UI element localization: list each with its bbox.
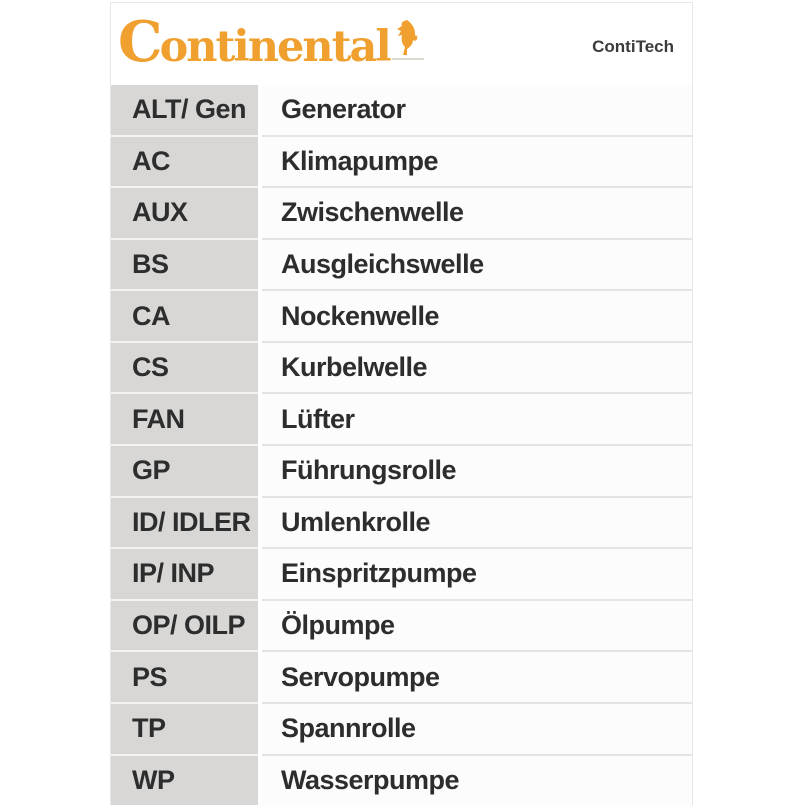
abbr-cell: ID/ IDLER xyxy=(111,498,258,550)
table-row xyxy=(111,498,692,550)
term-cell: Umlenkrolle xyxy=(262,498,692,550)
contitech-label: ContiTech xyxy=(592,37,674,56)
table-row xyxy=(111,446,692,498)
table-row xyxy=(111,756,692,805)
table-row xyxy=(111,188,692,240)
abbr-cell: FAN xyxy=(111,394,258,446)
abbr-cell: WP xyxy=(111,756,258,805)
table-row xyxy=(111,137,692,189)
abbr-cell: CA xyxy=(111,291,258,343)
term-cell: Führungsrolle xyxy=(262,446,692,498)
term-cell: Wasserpumpe xyxy=(262,756,692,805)
term-cell: Klimapumpe xyxy=(262,137,692,189)
table-row xyxy=(111,291,692,343)
abbr-cell: TP xyxy=(111,704,258,756)
abbr-cell: AUX xyxy=(111,188,258,240)
table-row xyxy=(111,85,692,137)
table-row xyxy=(111,394,692,446)
horse-icon xyxy=(392,19,424,60)
abbr-cell: IP/ INP xyxy=(111,549,258,601)
abbr-cell: OP/ OILP xyxy=(111,601,258,653)
term-cell: Kurbelwelle xyxy=(262,343,692,395)
continental-wordmark: Continental xyxy=(118,8,390,75)
table-row xyxy=(111,704,692,756)
table-row xyxy=(111,240,692,292)
term-cell: Ölpumpe xyxy=(262,601,692,653)
term-cell: Servopumpe xyxy=(262,652,692,704)
table-row xyxy=(111,652,692,704)
header-bar xyxy=(111,3,692,85)
table-row xyxy=(111,601,692,653)
term-cell: Lüfter xyxy=(262,394,692,446)
legend-card xyxy=(110,2,693,805)
term-cell: Zwischenwelle xyxy=(262,188,692,240)
abbr-cell: AC xyxy=(111,137,258,189)
table-row xyxy=(111,343,692,395)
table-row xyxy=(111,549,692,601)
term-cell: Einspritzpumpe xyxy=(262,549,692,601)
term-cell: Nockenwelle xyxy=(262,291,692,343)
term-cell: Generator xyxy=(262,85,692,137)
abbr-cell: CS xyxy=(111,343,258,395)
abbr-cell: BS xyxy=(111,240,258,292)
abbr-cell: GP xyxy=(111,446,258,498)
term-cell: Spannrolle xyxy=(262,704,692,756)
term-cell: Ausgleichswelle xyxy=(262,240,692,292)
continental-logo xyxy=(118,8,424,78)
abbr-cell: ALT/ Gen xyxy=(111,85,258,137)
abbreviation-legend-table xyxy=(111,85,692,805)
abbr-cell: PS xyxy=(111,652,258,704)
